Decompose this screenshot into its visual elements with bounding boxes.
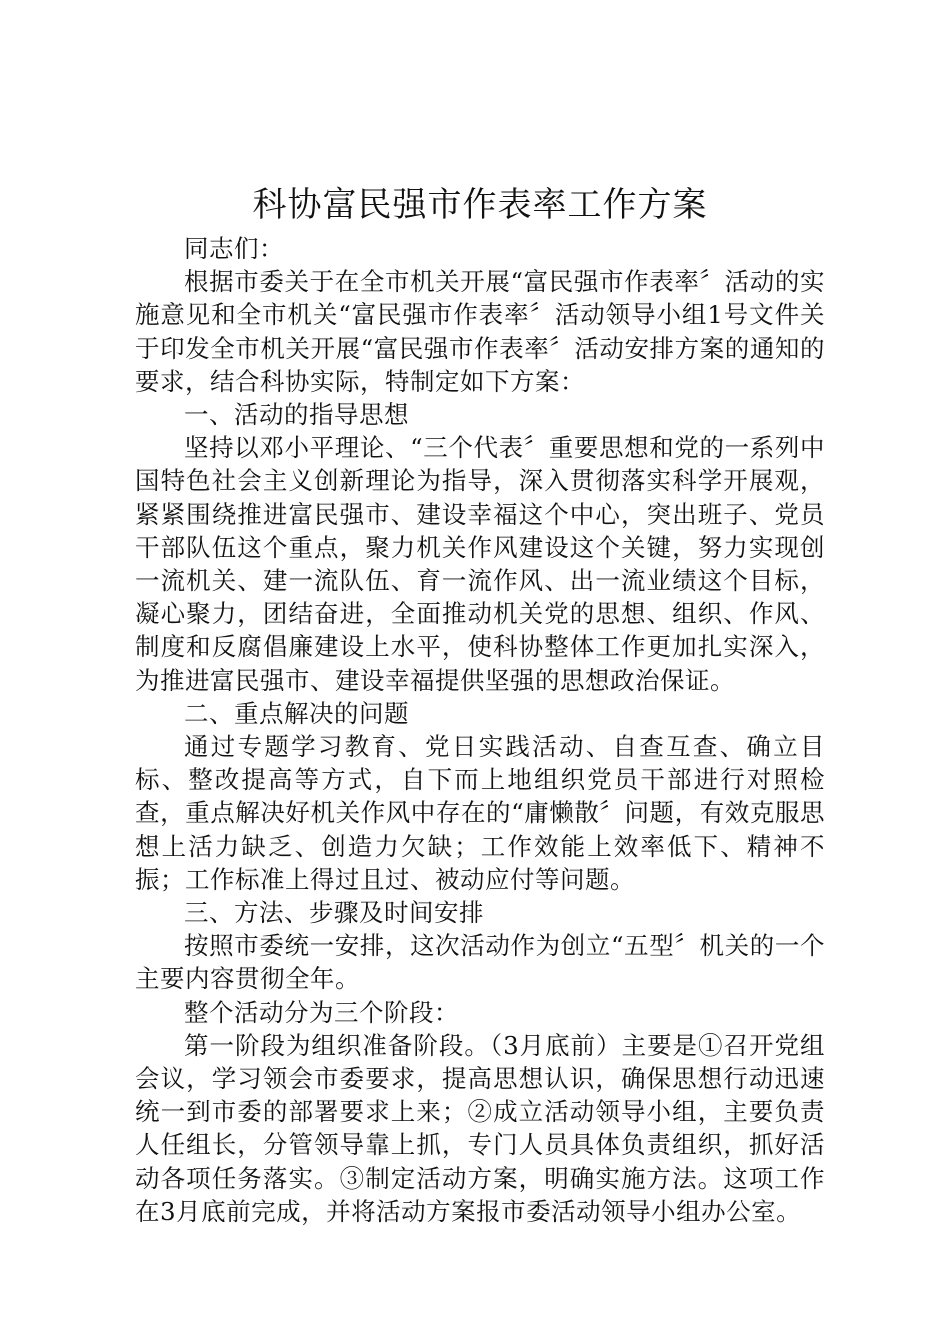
paragraph-stage-one: 第一阶段为组织准备阶段。（3月底前）主要是①召开党组会议，学习领会市委要求，提高思想认识，确保思想行动迅速统一到市委的部署要求上来；②成立活动领导小组，主要负责人任组长，分管领导靠上抓，专门人员具体负责组织，抓好活动各项任务落实。③制定活动方案，明确实施方法。这项工作在3月底前完成，并将活动方案报市委活动领导小组办公室。 (135, 1030, 825, 1226)
paragraph-arrangement: 按照市委统一安排，这次活动作为创立“五型〞机关的一个主要内容贯彻全年。 (135, 931, 825, 994)
section-heading-methods-schedule: 三、方法、步骤及时间安排 (184, 898, 484, 928)
paragraph-greeting: 同志们： (184, 234, 284, 263)
paragraph-intro: 根据市委关于在全市机关开展“富民强市作表率〞活动的实施意见和全市机关“富民强市作表率〞活动领导小组1号文件关于印发全市机关开展“富民强市作表率〞活动安排方案的通知的要求，结合科协实际，特制定如下方案： (135, 267, 825, 396)
section-heading-guiding-ideology: 一、活动的指导思想 (184, 400, 409, 430)
document-page (135, 180, 825, 1228)
paragraph-three-stages: 整个活动分为三个阶段： (184, 997, 459, 1027)
section-heading-key-problems: 二、重点解决的问题 (184, 698, 409, 728)
paragraph-guiding-ideology: 坚持以邓小平理论、“三个代表〞重要思想和党的一系列中国特色社会主义创新理论为指导，深入贯彻落实科学开展观，紧紧围绕推进富民强市、建设幸福这个中心，突出班子、党员干部队伍这个重点，聚力机关作风建设这个关键，努力实现创一流机关、建一流队伍、育一流作风、出一流业绩这个目标，凝心聚力，团结奋进，全面推动机关党的思想、组织、作风、制度和反腐倡廉建设上水平，使科协整体工作更加扎实深入，为推进富民强市、建设幸福提供坚强的思想政治保证。 (135, 433, 825, 695)
document-title: 科协富民强市作表率工作方案 (252, 185, 708, 225)
paragraph-key-problems: 通过专题学习教育、党日实践活动、自查互查、确立目标、整改提高等方式，自下而上地组织党员干部进行对照检查，重点解决好机关作风中存在的“庸懒散〞问题，有效克服思想上活力缺乏、创造力欠缺；工作效能上效率低下、精神不振；工作标准上得过且过、被动应付等问题。 (135, 732, 825, 894)
